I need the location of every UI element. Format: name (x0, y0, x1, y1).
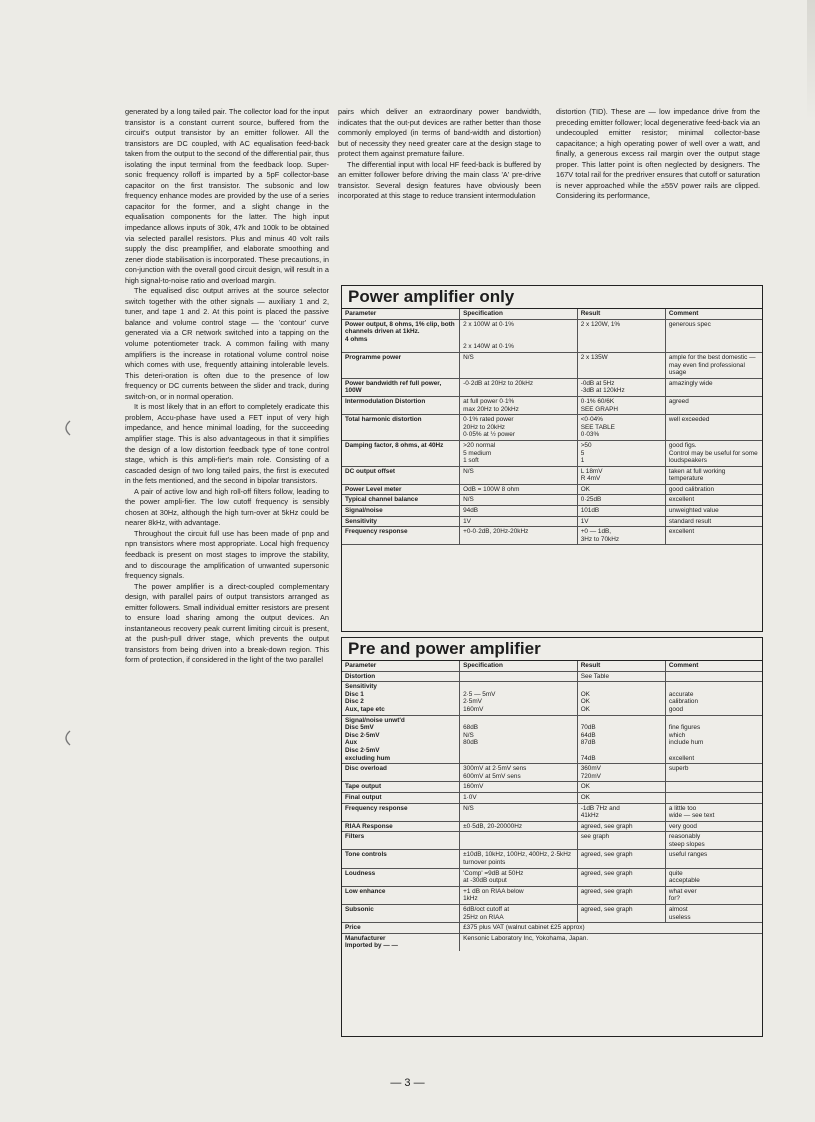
table-row (342, 792, 762, 803)
table-cell: 160mV (460, 782, 578, 793)
table-cell: 101dB (577, 506, 665, 517)
table-cell: agreed, see graph (577, 821, 665, 832)
table-cell: OdB = 100W 8 ohm (460, 484, 578, 495)
table-row (342, 495, 762, 506)
table-title: Power amplifier only (342, 286, 762, 309)
table-cell: generous spec (665, 319, 762, 352)
table-cell: 2 x 135W (577, 352, 665, 378)
table-cell: standard result (665, 516, 762, 527)
table-cell: useful ranges (665, 850, 762, 868)
pre-and-power-amplifier-table (341, 637, 763, 1037)
column-header: Result (577, 309, 665, 319)
table-cell: 68dB N/S 80dB (460, 715, 578, 764)
table-cell: 1V (577, 516, 665, 527)
paragraph: It is most likely that in an effort to completely eradicate this problem, Accu-phase have used a FET input of very high impedance, and hence minimal loading, for the succeeding amplifier stage. This is also advantageous in that it simplifies the design of a low distortion feedback type of tone control stage, which is this ampli-fier's main role. Consisting of a cascaded design of two long tailed pairs, the first is executed in the fets mentioned, and the second in bipolar transistors. (125, 402, 329, 486)
column-header: Parameter (342, 661, 460, 671)
parameter-cell: DC output offset (342, 466, 460, 484)
table-cell: OK (577, 484, 665, 495)
paragraph: The power amplifier is a direct-coupled complementary design, with parallel pairs of output transistors arranged as emitter followers. Small individual emitter resistors are present to ensure load sharing among the output devices. An instantaneous recovery peak current limiting circuit is present, at the push-pull driver stage, which prevents the output transistors from being driven into a break-down region. This form of protection, if considered in the light of the two parallel (125, 581, 329, 665)
table-row (342, 466, 762, 484)
table-row (342, 886, 762, 904)
table-cell: agreed, see graph (577, 886, 665, 904)
paragraph: pairs which deliver an extraordinary power bandwidth, indicates that the out-put devices are rather better than those commonly employed (in terms of band-width and distortion) but of necessity they need greater care at the design stage to protect them against premature failure. (338, 107, 541, 159)
table-cell: unweighted value (665, 506, 762, 517)
column-header: Result (577, 661, 665, 671)
table-row (342, 516, 762, 527)
parameter-cell: Tape output (342, 782, 460, 793)
table-row (342, 506, 762, 517)
column-header: Comment (665, 661, 762, 671)
table-cell: OK (577, 792, 665, 803)
table-cell: See Table (577, 671, 665, 682)
parameter-cell: Signal/noise (342, 506, 460, 517)
table-row (342, 905, 762, 923)
parameter-cell: Signal/noise unwt'd Disc 5mV Disc 2·5mV Aux Disc 2·5mV excluding hum (342, 715, 460, 764)
table-cell: 94dB (460, 506, 578, 517)
parameter-cell: Low enhance (342, 886, 460, 904)
table-cell (460, 671, 578, 682)
column-header: Parameter (342, 309, 460, 319)
column-header: Specification (460, 309, 578, 319)
table-cell: 2 x 100W at 0·1% 2 x 140W at 0·1% (460, 319, 578, 352)
power-amplifier-table (341, 285, 763, 632)
table-cell: 1·0V (460, 792, 578, 803)
parameter-cell: Loudness (342, 868, 460, 886)
table-cell (665, 671, 762, 682)
table-row (342, 782, 762, 793)
parameter-cell: Sensitivity (342, 516, 460, 527)
article-column-2 (338, 107, 541, 202)
table-row (342, 868, 762, 886)
table-cell: almost useless (665, 905, 762, 923)
column-header: Specification (460, 661, 578, 671)
paragraph: The equalised disc output arrives at the source selector switch together with the other signals — auxiliary 1 and 2, tuner, and tape 1 and 2. At this point is placed the passive balance and volume control stage — the 'contour' curve generated via a CR network switched into a tapping on the volume potentiometer track. A common failing with many amplifiers is the increase in rotational volume control noise which comes with use, frequently attaining intolerable levels. This deteri-oration is often due to the presence of low frequency or DC currents between the slider and track, during switch-on, or in normal operation. (125, 286, 329, 401)
parameter-cell: Subsonic (342, 905, 460, 923)
table-row (342, 352, 762, 378)
table-cell: 0·1% 60/6K SEE GRAPH (577, 396, 665, 414)
table-cell: fine figures which include hum excellent (665, 715, 762, 764)
table-cell: see graph (577, 832, 665, 850)
manufacturer-label: Manufacturer Imported by — — (342, 933, 460, 951)
table-cell: -0dB at 5Hz -3dB at 120kHz (577, 378, 665, 396)
table-cell: +0-0·2dB, 20Hz-20kHz (460, 527, 578, 545)
table-cell: N/S (460, 466, 578, 484)
table-cell (665, 782, 762, 793)
table-cell: +1 dB on RIAA below 1kHz (460, 886, 578, 904)
table-cell: ±10dB, 10kHz, 100Hz, 400Hz, 2·5kHz turnover points (460, 850, 578, 868)
table-cell: OK (577, 782, 665, 793)
table-row (342, 832, 762, 850)
table-cell (665, 792, 762, 803)
table-cell: -0·2dB at 20Hz to 20kHz (460, 378, 578, 396)
parameter-cell: Final output (342, 792, 460, 803)
table-cell (460, 832, 578, 850)
parameter-cell: RIAA Response (342, 821, 460, 832)
manufacturer-value: Kensonic Laboratory Inc, Yokohama, Japan. (463, 934, 589, 942)
table-row (342, 440, 762, 466)
paragraph: The differential input with local HF feed-back is buffered by an emitter follower before driving the main class 'A' pre-drive transistor. Several design features have obviously been incorporated at this stage to reduce transient intermodulation (338, 159, 541, 201)
table-cell: excellent (665, 495, 762, 506)
parameter-cell: Tone controls (342, 850, 460, 868)
table-header-row (342, 309, 762, 319)
table-cell: what ever for? (665, 886, 762, 904)
table-cell: well exceeded (665, 415, 762, 441)
paragraph: Throughout the circuit full use has been made of pnp and npn transistors where most appropriate. Local high frequency feedback is present on most stages to improve the stability, and to discourage the amplification of unwanted supersonic frequency signals. (125, 528, 329, 581)
page-number: — 3 — (390, 1077, 425, 1089)
table-cell: at full power 0·1% max 20Hz to 20kHz (460, 396, 578, 414)
table-cell: +0 — 1dB, 3Hz to 70kHz (577, 527, 665, 545)
table-row (342, 682, 762, 715)
table-cell: accurate calibration good (665, 682, 762, 715)
table-cell: 1V (460, 516, 578, 527)
table-cell: ±0·5dB, 20-20000Hz (460, 821, 578, 832)
table-cell: a little too wide — see text (665, 803, 762, 821)
table-cell: 360mV 720mV (577, 764, 665, 782)
table-cell: 70dB 64dB 87dB 74dB (577, 715, 665, 764)
table-cell: 0·25dB (577, 495, 665, 506)
table-cell: N/S (460, 352, 578, 378)
table-cell: >50 5 1 (577, 440, 665, 466)
page-edge-shadow (807, 0, 815, 120)
table-cell: very good (665, 821, 762, 832)
table-title: Pre and power amplifier (342, 638, 762, 661)
parameter-cell: Disc overload (342, 764, 460, 782)
parameter-cell: Frequency response (342, 803, 460, 821)
table-cell: 0·1% rated power 20Hz to 20kHz 0·05% at ½ power (460, 415, 578, 441)
table-cell: agreed, see graph (577, 905, 665, 923)
table-cell: N/S (460, 803, 578, 821)
parameter-cell: Damping factor, 8 ohms, at 40Hz (342, 440, 460, 466)
article-column-3 (556, 107, 760, 202)
table-row (342, 764, 762, 782)
table-row (342, 319, 762, 352)
parameter-cell: Sensitivity Disc 1 Disc 2 Aux, tape etc (342, 682, 460, 715)
parameter-cell: Distortion (342, 671, 460, 682)
price-label: Price (342, 923, 460, 934)
table-cell: 'Comp' =9dB at 50Hz at -30dB output (460, 868, 578, 886)
table-row (342, 527, 762, 545)
table-row (342, 715, 762, 764)
table-cell: excellent (665, 527, 762, 545)
paragraph: generated by a long tailed pair. The collector load for the input transistor is a constant current source, buffered from the circuit's output transistor by an emitter follower. All the transistors are DC coupled, with AC equalisation feed-back taken from the output to the second of the differential pair, thus isolating the input terminal from the feedback loop. Super-sonic frequency rolloff is imparted by a 5pF collector-base capacitor on the first transistor. The subsonic and low frequency enhance modes are provided by the use of a series capacitor for the former, and a slight change in the equalisation components for the latter. The high input impedance allows inputs of 30k, 47k and 100k to be obtained via selected parallel resistors. Plus and minus 40 volt rails supply the disc preamplifier, and elaborate smoothing and zener diode stabilisation is incorporated. These precautions, in con-junction with the overall good circuit design, will result in a high signal-to-noise ratio and overload margin. (125, 107, 329, 285)
parameter-cell: Total harmonic distortion (342, 415, 460, 441)
table-cell: amazingly wide (665, 378, 762, 396)
paragraph: A pair of active low and high roll-off filters follow, leading to the power ampli-fier. The low cutoff frequency is sensibly chosen at 30Hz, although the high turn-over at 5kHz could be nearer 8kHz, with advantage. (125, 486, 329, 528)
price-value: £375 plus VAT (walnut cabinet £25 approx) (460, 923, 762, 934)
table-cell: ample for the best domestic — may even find professional usage (665, 352, 762, 378)
table-cell: agreed, see graph (577, 868, 665, 886)
table-cell: 2 x 120W, 1% (577, 319, 665, 352)
parameter-cell: Filters (342, 832, 460, 850)
article-column-1 (125, 107, 329, 666)
table-cell: OK OK OK (577, 682, 665, 715)
table-cell: 300mV at 2·5mV sens 600mV at 5mV sens (460, 764, 578, 782)
table-cell: good calibration (665, 484, 762, 495)
table-cell: -1dB 7Hz and 41kHz (577, 803, 665, 821)
table-cell: reasonably steep slopes (665, 832, 762, 850)
table-row (342, 671, 762, 682)
table-cell: L 18mV R 4mV (577, 466, 665, 484)
table-row (342, 803, 762, 821)
table-cell: good figs. Control may be useful for some loudspeakers (665, 440, 762, 466)
parameter-cell: Power output, 8 ohms, 1% clip, both channels driven at 1kHz. 4 ohms (342, 319, 460, 352)
price-row (342, 923, 762, 934)
manufacturer-row (342, 933, 762, 951)
parameter-cell: Typical channel balance (342, 495, 460, 506)
parameter-cell: Intermodulation Distortion (342, 396, 460, 414)
table-cell: agreed, see graph (577, 850, 665, 868)
binding-hole-mark (60, 420, 74, 436)
binding-hole-mark (60, 730, 74, 746)
table-cell: >20 normal 5 medium 1 soft (460, 440, 578, 466)
table-cell: taken at full working temperature (665, 466, 762, 484)
table-cell: 6dB/oct cutoff at 25Hz on RIAA (460, 905, 578, 923)
table-row (342, 415, 762, 441)
column-header: Comment (665, 309, 762, 319)
parameter-cell: Programme power (342, 352, 460, 378)
table-cell: superb (665, 764, 762, 782)
parameter-cell: Frequency response (342, 527, 460, 545)
table-header-row (342, 661, 762, 671)
table-row (342, 484, 762, 495)
table-cell: agreed (665, 396, 762, 414)
table-row (342, 821, 762, 832)
parameter-cell: Power Level meter (342, 484, 460, 495)
table-row (342, 378, 762, 396)
table-cell: 2·5 — 5mV 2·5mV 160mV (460, 682, 578, 715)
table-cell: <0·04% SEE TABLE 0·03% (577, 415, 665, 441)
parameter-cell: Power bandwidth ref full power, 100W (342, 378, 460, 396)
table-row (342, 850, 762, 868)
table-cell: N/S (460, 495, 578, 506)
paragraph: distortion (TID). These are — low impedance drive from the preceding emitter follower; local degenerative feed-back via an undecoupled emitter resistor; minimal collector-base capacitance; a high operating power of well over a watt, and finally, a generous excess rail margin over the output stage proper. This latter point is often neglected by designers. The 167V total rail for the predriver ensures that cutoff or saturation is never approached while the ±55V power rails are clipped. Considering its performance, (556, 107, 760, 201)
table-cell: quite acceptable (665, 868, 762, 886)
table-row (342, 396, 762, 414)
